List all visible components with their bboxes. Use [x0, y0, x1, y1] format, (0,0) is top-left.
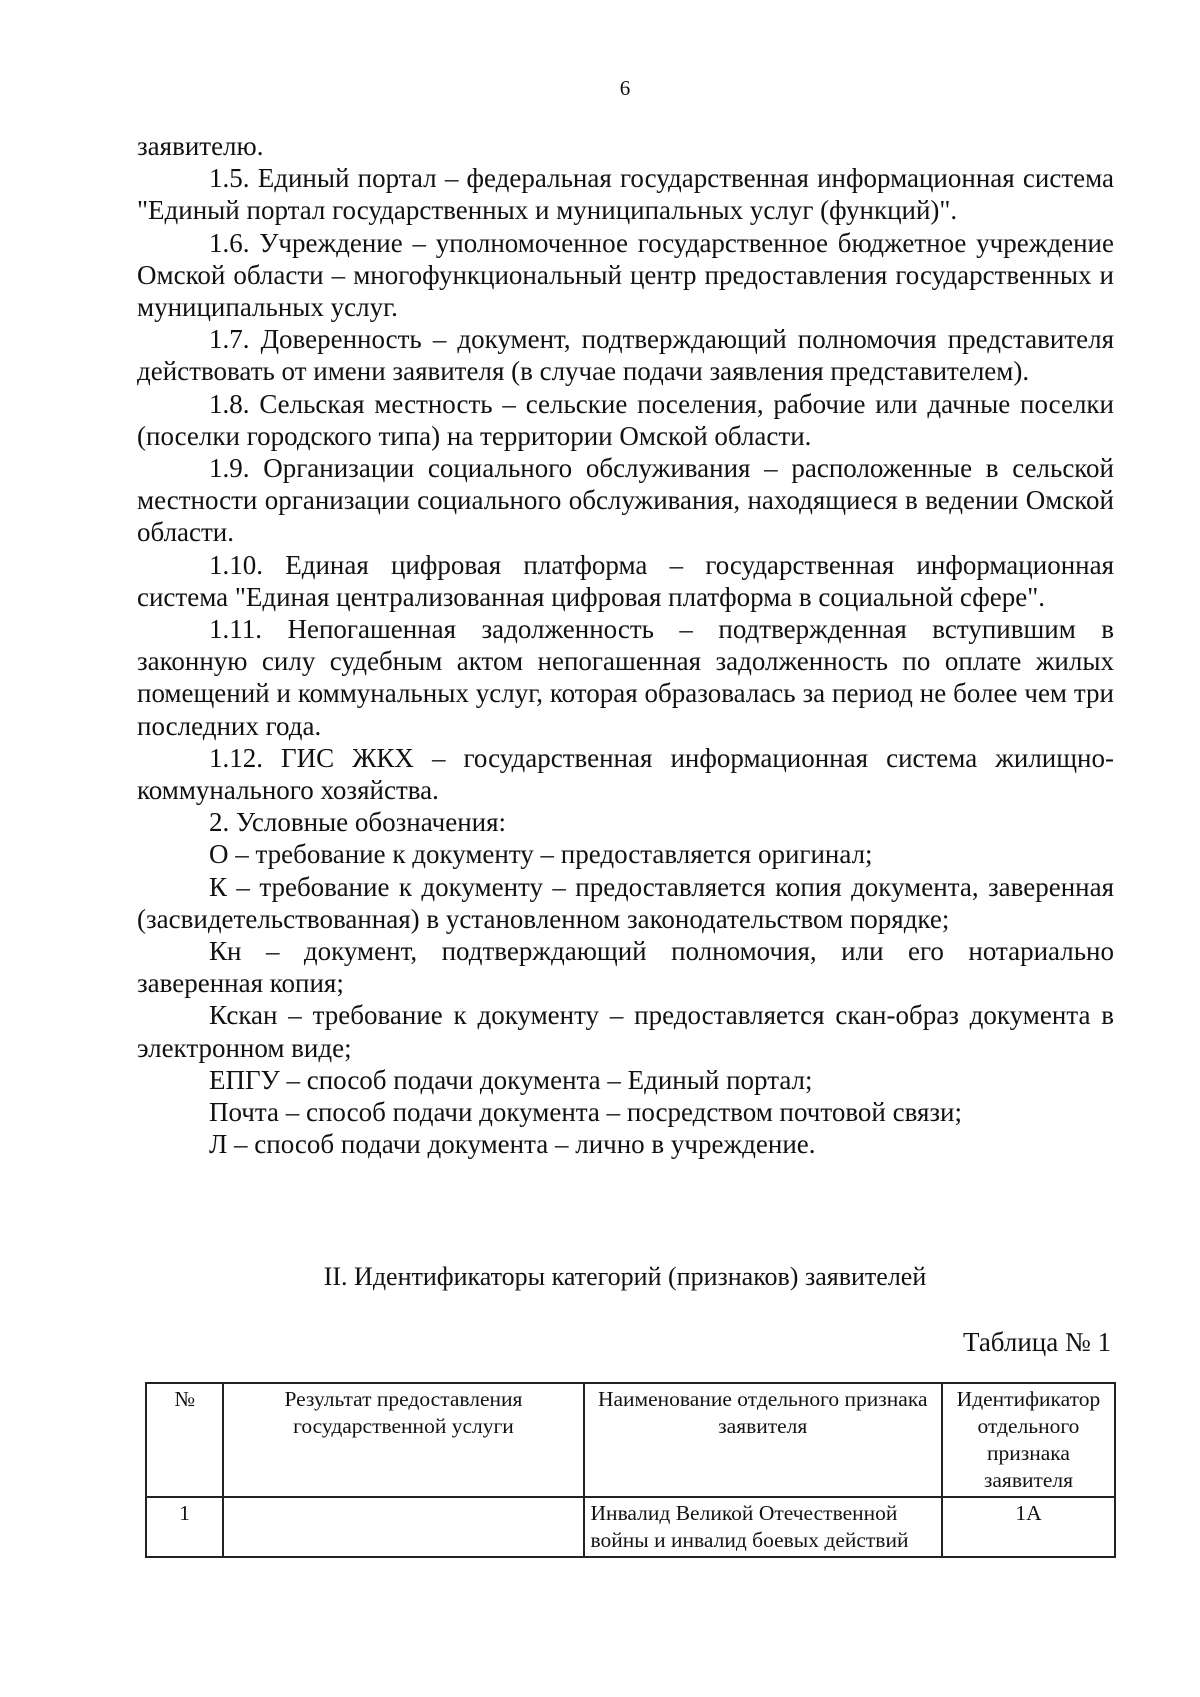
- cell-name: Инвалид Великой Отечественной войны и инвалид боевых действий: [584, 1497, 942, 1557]
- paragraph: К – требование к документу – предоставляется копия документа, заверенная (засвидетельствованная) в установленном законодательством порядке;: [137, 871, 1114, 934]
- paragraph: 1.6. Учреждение – уполномоченное государственное бюджетное учреждение Омской области – многофункциональный центр предоставления государственных и муниципальных услуг.: [137, 227, 1114, 323]
- header-result: Результат предоставления государственной услуги: [223, 1383, 583, 1497]
- header-id: Идентификатор отдельного признака заявителя: [942, 1383, 1115, 1497]
- cell-num: 1: [146, 1497, 223, 1557]
- cell-id: 1А: [942, 1497, 1115, 1557]
- paragraph: заявителю.: [137, 131, 264, 161]
- table-row: [146, 1497, 1115, 1557]
- cell-result: [223, 1497, 583, 1557]
- paragraph: 2. Условные обозначения:: [209, 807, 507, 838]
- section-title: II. Идентификаторы категорий (признаков) заявителей: [323, 1262, 927, 1291]
- paragraph: 1.10. Единая цифровая платформа – государственная информационная система "Единая централизованная цифровая платформа в социальной сфере".: [137, 549, 1114, 612]
- paragraph: Почта – способ подачи документа – посредством почтовой связи;: [209, 1097, 962, 1128]
- body-text: [137, 130, 1114, 1161]
- paragraph: О – требование к документу – предоставляется оригинал;: [209, 839, 873, 870]
- header-name: Наименование отдельного признака заявителя: [584, 1383, 942, 1497]
- paragraph: 1.5. Единый портал – федеральная государственная информационная система "Единый портал государственных и муниципальных услуг (функций)".: [137, 163, 1114, 226]
- paragraph: 1.12. ГИС ЖКХ – государственная информационная система жилищно-коммунального хозяйства.: [137, 742, 1114, 806]
- paragraph: 1.7. Доверенность – документ, подтверждающий полномочия представителя действовать от имени заявителя (в случае подачи заявления представителем).: [137, 324, 1114, 387]
- paragraph: 1.9. Организации социального обслуживания – расположенные в сельской местности организации социального обслуживания, находящиеся в ведении Омской области.: [137, 453, 1114, 548]
- paragraph: Л – способ подачи документа – лично в учреждение.: [209, 1129, 816, 1160]
- page-number: 6: [619, 76, 631, 100]
- header-num: №: [146, 1383, 223, 1497]
- paragraph: Кскан – требование к документу – предоставляется скан-образ документа в электронном виде;: [137, 1000, 1114, 1063]
- paragraph: 1.8. Сельская местность – сельские поселения, рабочие или дачные поселки (поселки городского типа) на территории Омской области.: [137, 388, 1114, 451]
- paragraph: Кн – документ, подтверждающий полномочия, или его нотариально заверенная копия;: [137, 936, 1114, 999]
- identifiers-table: [145, 1382, 1116, 1558]
- paragraph: ЕПГУ – способ подачи документа – Единый портал;: [209, 1064, 813, 1095]
- paragraph: 1.11. Непогашенная задолженность – подтвержденная вступившим в законную силу судебным актом непогашенная задолженность по оплате жилых помещений и коммунальных услуг, которая образовалась за период не более чем три последних года.: [137, 614, 1114, 741]
- table-caption: Таблица № 1: [963, 1327, 1111, 1357]
- table-header-row: [146, 1383, 1115, 1497]
